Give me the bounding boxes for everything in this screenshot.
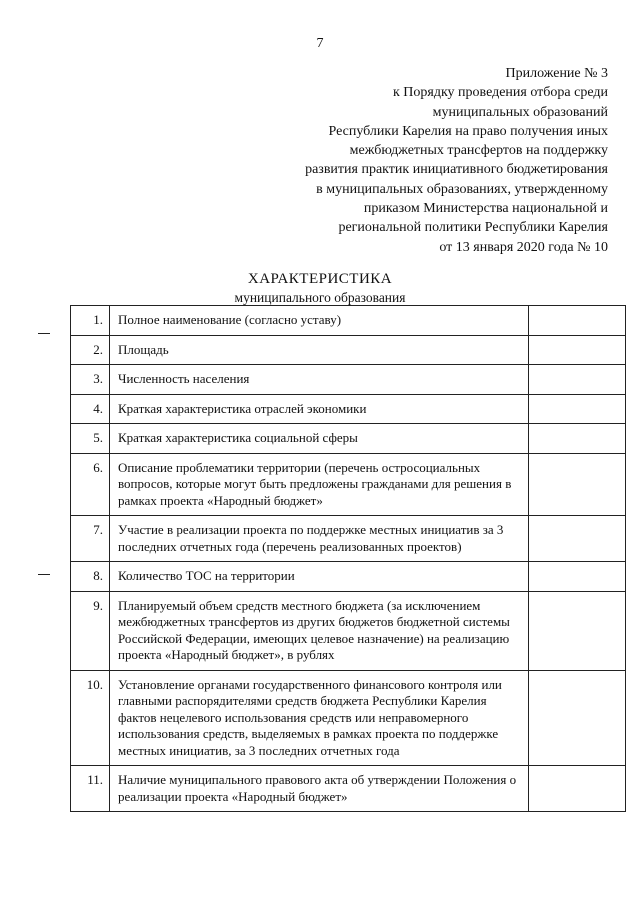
row-text: Краткая характеристика социальной сферы [110, 424, 529, 454]
page-number: 7 [316, 36, 324, 51]
characteristics-table [70, 305, 626, 812]
annex-line: приказом Министерства национальной и [363, 201, 608, 217]
row-text: Наличие муниципального правового акта об утверждении Положения о реализации проекта «Народный бюджет» [110, 766, 529, 812]
table-row [71, 424, 626, 454]
row-value-cell[interactable] [529, 424, 626, 454]
document-subtitle: муниципального образования [234, 290, 406, 305]
row-number: 4. [71, 394, 110, 424]
row-number: 6. [71, 453, 110, 516]
row-text: Краткая характеристика отраслей экономики [110, 394, 529, 424]
row-value-cell[interactable] [529, 591, 626, 670]
table-row [71, 306, 626, 336]
row-number: 2. [71, 335, 110, 365]
row-text: Планируемый объем средств местного бюджета (за исключением межбюджетных трансфертов из других бюджетов бюджетной системы Российской Федерации, имеющих целевое назначение) на реализацию проекта «Народный бюджет», в рублях [110, 591, 529, 670]
row-number: 7. [71, 516, 110, 562]
row-value-cell[interactable] [529, 394, 626, 424]
annex-block [248, 64, 608, 257]
table-row [71, 394, 626, 424]
row-value-cell[interactable] [529, 562, 626, 592]
table-row [71, 453, 626, 516]
row-value-cell[interactable] [529, 335, 626, 365]
row-text: Полное наименование (согласно уставу) [110, 306, 529, 336]
row-value-cell[interactable] [529, 453, 626, 516]
table-row [71, 766, 626, 812]
row-number: 11. [71, 766, 110, 812]
punch-mark [38, 574, 50, 575]
annex-line: в муниципальных образованиях, утвержденному [316, 181, 608, 197]
row-value-cell[interactable] [529, 516, 626, 562]
row-number: 8. [71, 562, 110, 592]
row-text: Площадь [110, 335, 529, 365]
punch-mark [38, 333, 50, 334]
row-value-cell[interactable] [529, 365, 626, 395]
table-row [71, 670, 626, 766]
row-number: 3. [71, 365, 110, 395]
table-row [71, 365, 626, 395]
annex-line: Республики Карелия на право получения иных [328, 123, 608, 139]
table-row [71, 591, 626, 670]
annex-line: региональной политики Республики Карелия [338, 220, 608, 236]
row-value-cell[interactable] [529, 670, 626, 766]
row-text: Описание проблематики территории (перечень остросоциальных вопросов, которые могут быть предложены гражданами для решения в рамках проекта «Народный бюджет» [110, 453, 529, 516]
row-text: Численность населения [110, 365, 529, 395]
annex-line: Приложение № 3 [505, 66, 608, 81]
row-value-cell[interactable] [529, 306, 626, 336]
table-row [71, 562, 626, 592]
annex-line: к Порядку проведения отбора среди [392, 85, 608, 101]
annex-line: от 13 января 2020 года № 10 [439, 239, 608, 255]
table-row [71, 516, 626, 562]
row-text: Установление органами государственного финансового контроля или главными распорядителями средств бюджета Республики Карелия фактов нецелевого использования средств или неправомерного использования средств, выделяемых в рамках проекта по поддержке местных инициатив, за 3 последних отчетных года [110, 670, 529, 766]
document-title: ХАРАКТЕРИСТИКА [247, 271, 393, 287]
row-number: 9. [71, 591, 110, 670]
table-row [71, 335, 626, 365]
annex-line: межбюджетных трансфертов на поддержку [349, 143, 608, 159]
row-number: 1. [71, 306, 110, 336]
annex-line: муниципальных образований [432, 104, 608, 120]
row-text: Количество ТОС на территории [110, 562, 529, 592]
row-number: 5. [71, 424, 110, 454]
row-value-cell[interactable] [529, 766, 626, 812]
annex-line: развития практик инициативного бюджетирования [305, 162, 608, 178]
row-text: Участие в реализации проекта по поддержке местных инициатив за 3 последних отчетных года (перечень реализованных проектов) [110, 516, 529, 562]
row-number: 10. [71, 670, 110, 766]
